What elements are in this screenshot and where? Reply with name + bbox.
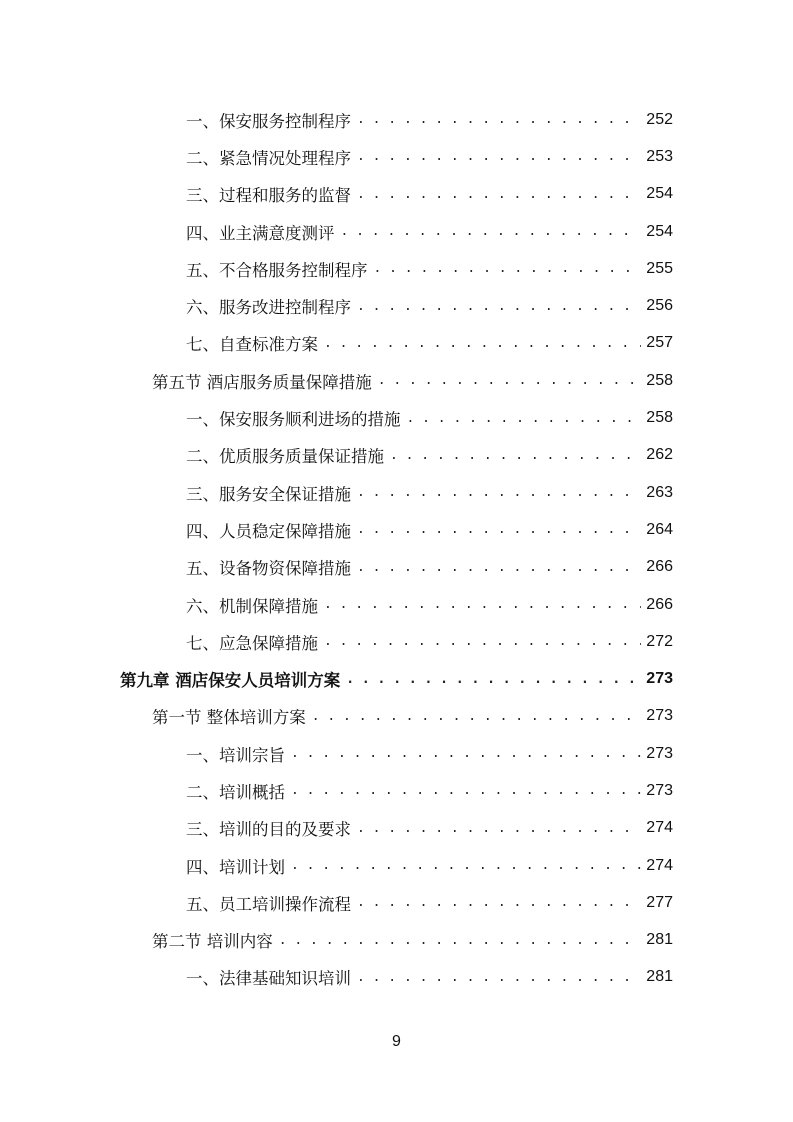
toc-subsection-entry[interactable] xyxy=(0,772,673,809)
toc-dot-leader xyxy=(324,336,641,351)
toc-entry-title: 六、服务改进控制程序 xyxy=(186,298,351,318)
toc-subsection-entry[interactable] xyxy=(0,474,673,511)
toc-subsection-entry[interactable] xyxy=(0,735,673,772)
toc-dot-leader xyxy=(291,858,641,873)
toc-entry-page-number: 277 xyxy=(646,893,673,911)
toc-dot-leader xyxy=(324,597,641,612)
toc-entry-page-number: 263 xyxy=(646,483,673,501)
toc-subsection-entry[interactable] xyxy=(0,810,673,847)
toc-subsection-entry[interactable] xyxy=(0,325,673,362)
toc-dot-leader xyxy=(357,112,641,127)
toc-entry-page-number: 281 xyxy=(646,931,673,949)
toc-chapter-entry[interactable] xyxy=(0,660,673,697)
toc-subsection-entry[interactable] xyxy=(0,250,673,287)
toc-entry-title: 四、培训计划 xyxy=(186,857,285,877)
toc-entry-page-number: 258 xyxy=(646,371,673,389)
toc-entry-page-number: 266 xyxy=(646,558,673,576)
toc-dot-leader xyxy=(357,149,641,164)
toc-subsection-entry[interactable] xyxy=(0,399,673,436)
toc-entry-title: 六、机制保障措施 xyxy=(186,596,318,616)
toc-entry-title: 第五节 酒店服务质量保障措施 xyxy=(152,372,372,392)
toc-entry-page-number: 255 xyxy=(646,259,673,277)
toc-entry-title: 五、不合格服务控制程序 xyxy=(186,260,368,280)
toc-subsection-entry[interactable] xyxy=(0,287,673,324)
toc-subsection-entry[interactable] xyxy=(0,138,673,175)
toc-dot-leader xyxy=(341,224,642,239)
toc-entry-title: 三、过程和服务的监督 xyxy=(186,186,351,206)
toc-dot-leader xyxy=(357,560,641,575)
toc-entry-page-number: 281 xyxy=(646,968,673,986)
toc-dot-leader xyxy=(279,933,641,948)
toc-subsection-entry[interactable] xyxy=(0,511,673,548)
toc-entry-title: 三、培训的目的及要求 xyxy=(186,820,351,840)
toc-subsection-entry[interactable] xyxy=(0,847,673,884)
toc-entry-title: 第一节 整体培训方案 xyxy=(152,708,306,728)
toc-entry-page-number: 274 xyxy=(646,819,673,837)
toc-entry-title: 第九章 酒店保安人员培训方案 xyxy=(120,671,341,691)
toc-entry-title: 七、应急保障措施 xyxy=(186,633,318,653)
toc-dot-leader xyxy=(291,783,641,798)
toc-section-entry[interactable] xyxy=(0,698,673,735)
toc-dot-leader xyxy=(357,485,641,500)
toc-entry-page-number: 273 xyxy=(646,707,673,725)
toc-entry-title: 二、紧急情况处理程序 xyxy=(186,148,351,168)
toc-entry-page-number: 258 xyxy=(646,409,673,427)
toc-dot-leader xyxy=(312,709,641,724)
toc-section-entry[interactable] xyxy=(0,922,673,959)
toc-entry-title: 一、保安服务控制程序 xyxy=(186,111,351,131)
toc-entry-page-number: 273 xyxy=(646,744,673,762)
toc-entry-page-number: 262 xyxy=(646,446,673,464)
toc-entry-page-number: 273 xyxy=(646,781,673,799)
toc-dot-leader xyxy=(291,746,641,761)
toc-dot-leader xyxy=(407,411,642,426)
toc-entry-title: 第二节 培训内容 xyxy=(152,932,273,952)
toc-dot-leader xyxy=(374,261,642,276)
toc-entry-page-number: 254 xyxy=(646,222,673,240)
toc-entry-title: 二、培训概括 xyxy=(186,782,285,802)
toc-subsection-entry[interactable] xyxy=(0,549,673,586)
toc-dot-leader xyxy=(390,448,641,463)
toc-entry-title: 一、培训宗旨 xyxy=(186,745,285,765)
toc-entry-title: 二、优质服务质量保证措施 xyxy=(186,447,384,467)
toc-dot-leader xyxy=(357,821,641,836)
toc-entry-page-number: 256 xyxy=(646,297,673,315)
toc-entry-page-number: 272 xyxy=(646,632,673,650)
toc-section-entry[interactable] xyxy=(0,362,673,399)
toc-dot-leader xyxy=(357,895,641,910)
toc-subsection-entry[interactable] xyxy=(0,213,673,250)
toc-entry-title: 五、设备物资保障措施 xyxy=(186,559,351,579)
toc-dot-leader xyxy=(357,970,641,985)
toc-dot-leader xyxy=(324,634,641,649)
toc-subsection-entry[interactable] xyxy=(0,437,673,474)
toc-dot-leader xyxy=(357,299,641,314)
toc-dot-leader xyxy=(346,672,641,687)
toc-entry-page-number: 266 xyxy=(646,595,673,613)
toc-entry-page-number: 264 xyxy=(646,520,673,538)
toc-entry-page-number: 273 xyxy=(646,670,673,688)
toc-dot-leader xyxy=(357,522,641,537)
toc-entry-title: 一、法律基础知识培训 xyxy=(186,969,351,989)
toc-dot-leader xyxy=(357,187,641,202)
toc-subsection-entry[interactable] xyxy=(0,586,673,623)
toc-subsection-entry[interactable] xyxy=(0,176,673,213)
toc-entry-title: 三、服务安全保证措施 xyxy=(186,484,351,504)
toc-entry-title: 七、自查标准方案 xyxy=(186,335,318,355)
toc-entry-page-number: 252 xyxy=(646,110,673,128)
toc-entry-page-number: 257 xyxy=(646,334,673,352)
toc-entry-title: 四、人员稳定保障措施 xyxy=(186,521,351,541)
toc-subsection-entry[interactable] xyxy=(0,959,673,996)
toc-entry-page-number: 274 xyxy=(646,856,673,874)
toc-entry-page-number: 254 xyxy=(646,185,673,203)
page-number: 9 xyxy=(392,1033,401,1050)
toc-dot-leader xyxy=(378,373,641,388)
toc-subsection-entry[interactable] xyxy=(0,884,673,921)
toc-entry-page-number: 253 xyxy=(646,147,673,165)
toc-entry-title: 五、员工培训操作流程 xyxy=(186,894,351,914)
toc-subsection-entry[interactable] xyxy=(0,623,673,660)
toc-entry-title: 一、保安服务顺利进场的措施 xyxy=(186,410,401,430)
toc-subsection-entry[interactable] xyxy=(0,101,673,138)
toc-entry-title: 四、业主满意度测评 xyxy=(186,223,335,243)
table-of-contents xyxy=(0,101,793,996)
